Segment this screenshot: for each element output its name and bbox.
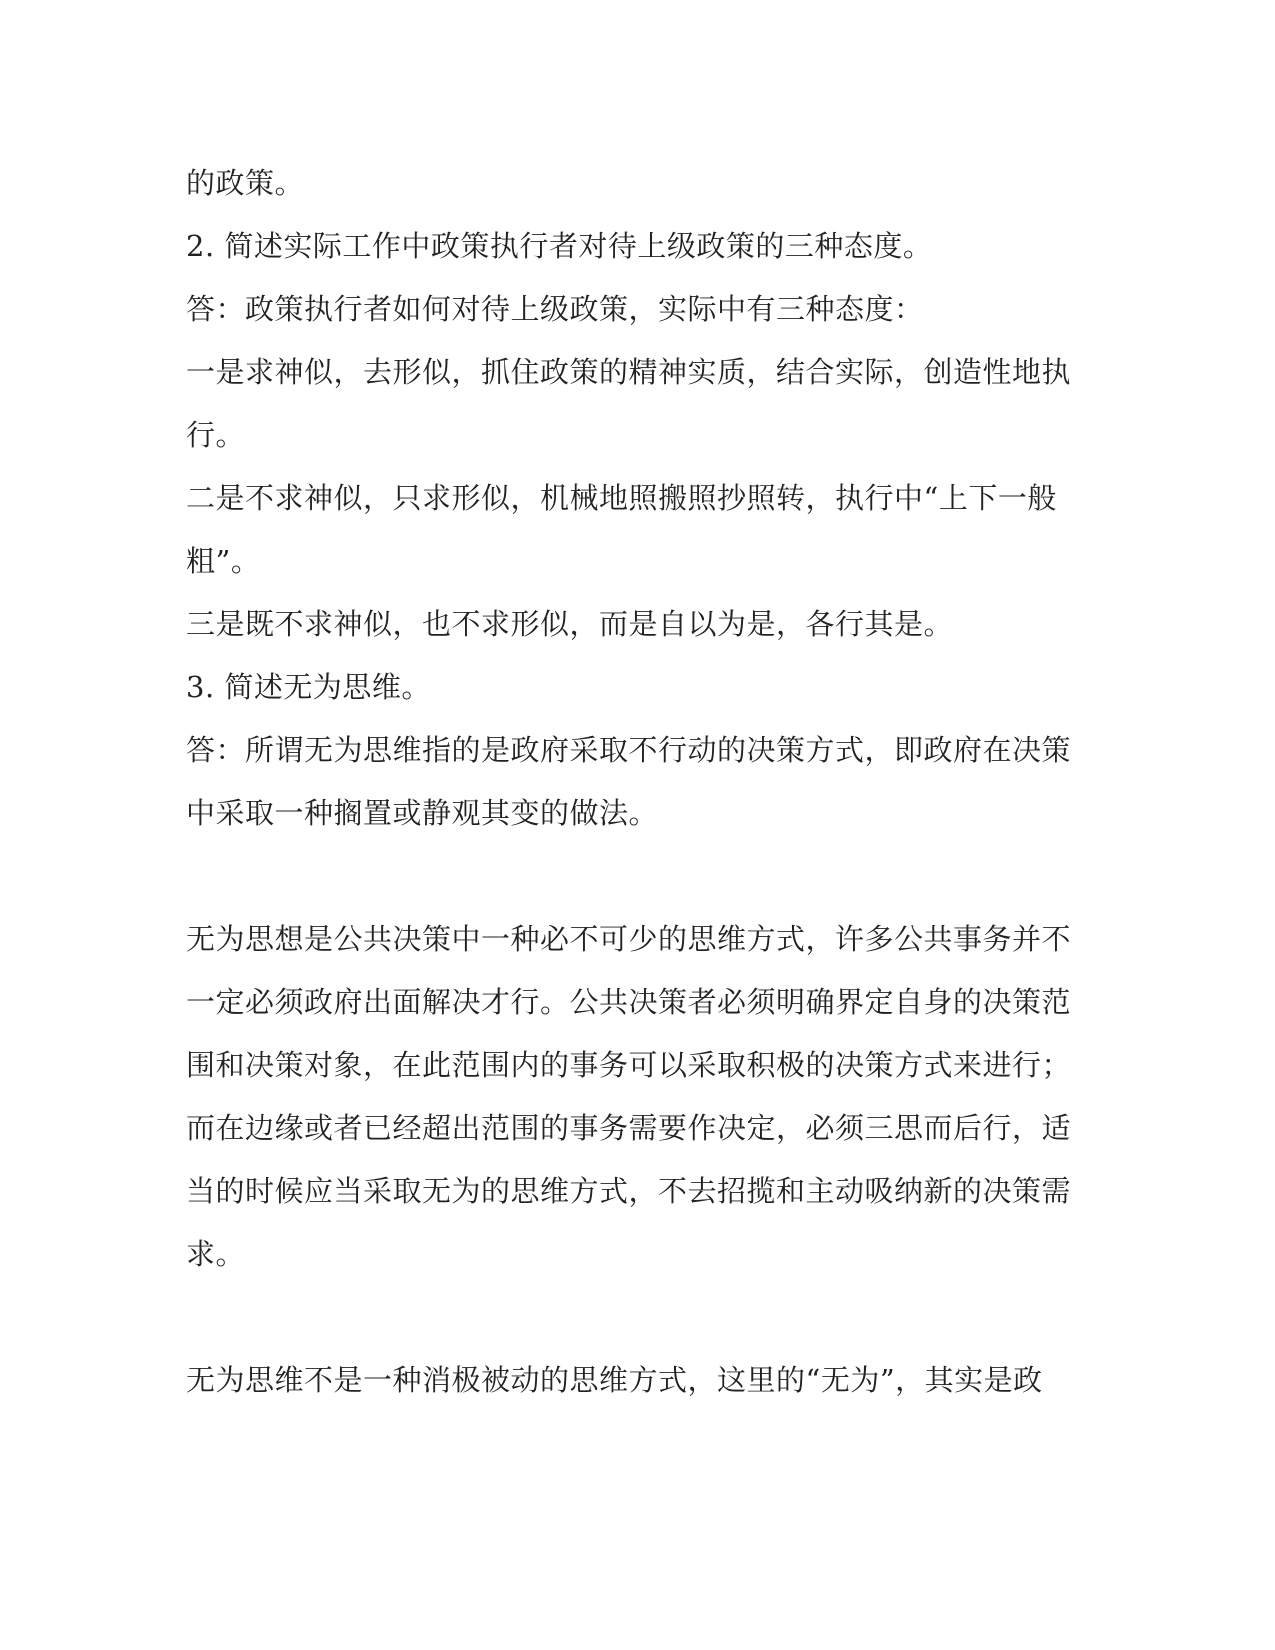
text-line: 中采取一种搁置或静观其变的做法。: [186, 796, 659, 830]
question-3-heading: 3. 简述无为思维。: [186, 670, 431, 704]
text-line: 的政策。: [186, 166, 305, 200]
paragraph-line: 一定必须政府出面解决才行。公共决策者必须明确界定自身的决策范: [186, 985, 1072, 1019]
text-line: 二是不求神似，只求形似，机械地照搬照抄照转，执行中“上下一般: [186, 481, 1057, 515]
paragraph-line: 求。: [186, 1237, 246, 1271]
answer-3-intro: 答：所谓无为思维指的是政府采取不行动的决策方式，即政府在决策: [186, 733, 1072, 767]
paragraph-line: 无为思维不是一种消极被动的思维方式，这里的“无为”，其实是政: [186, 1363, 1043, 1397]
paragraph-line: 围和决策对象，在此范围内的事务可以采取积极的决策方式来进行；: [186, 1048, 1072, 1082]
text-line: 行。: [186, 418, 246, 452]
text-line: 粗”。: [186, 544, 261, 578]
paragraph-line: 当的时候应当采取无为的思维方式，不去招揽和主动吸纳新的决策需: [186, 1174, 1072, 1208]
question-2-heading: 2. 简述实际工作中政策执行者对待上级政策的三种态度。: [186, 229, 933, 263]
text-line: 一是求神似，去形似，抓住政策的精神实质，结合实际，创造性地执: [186, 355, 1072, 389]
paragraph-line: 而在边缘或者已经超出范围的事务需要作决定，必须三思而后行，适: [186, 1111, 1072, 1145]
answer-2-intro: 答：政策执行者如何对待上级政策，实际中有三种态度：: [186, 292, 924, 326]
paragraph-line: 无为思想是公共决策中一种必不可少的思维方式，许多公共事务并不: [186, 922, 1072, 956]
text-line: 三是既不求神似，也不求形似，而是自以为是，各行其是。: [186, 607, 954, 641]
